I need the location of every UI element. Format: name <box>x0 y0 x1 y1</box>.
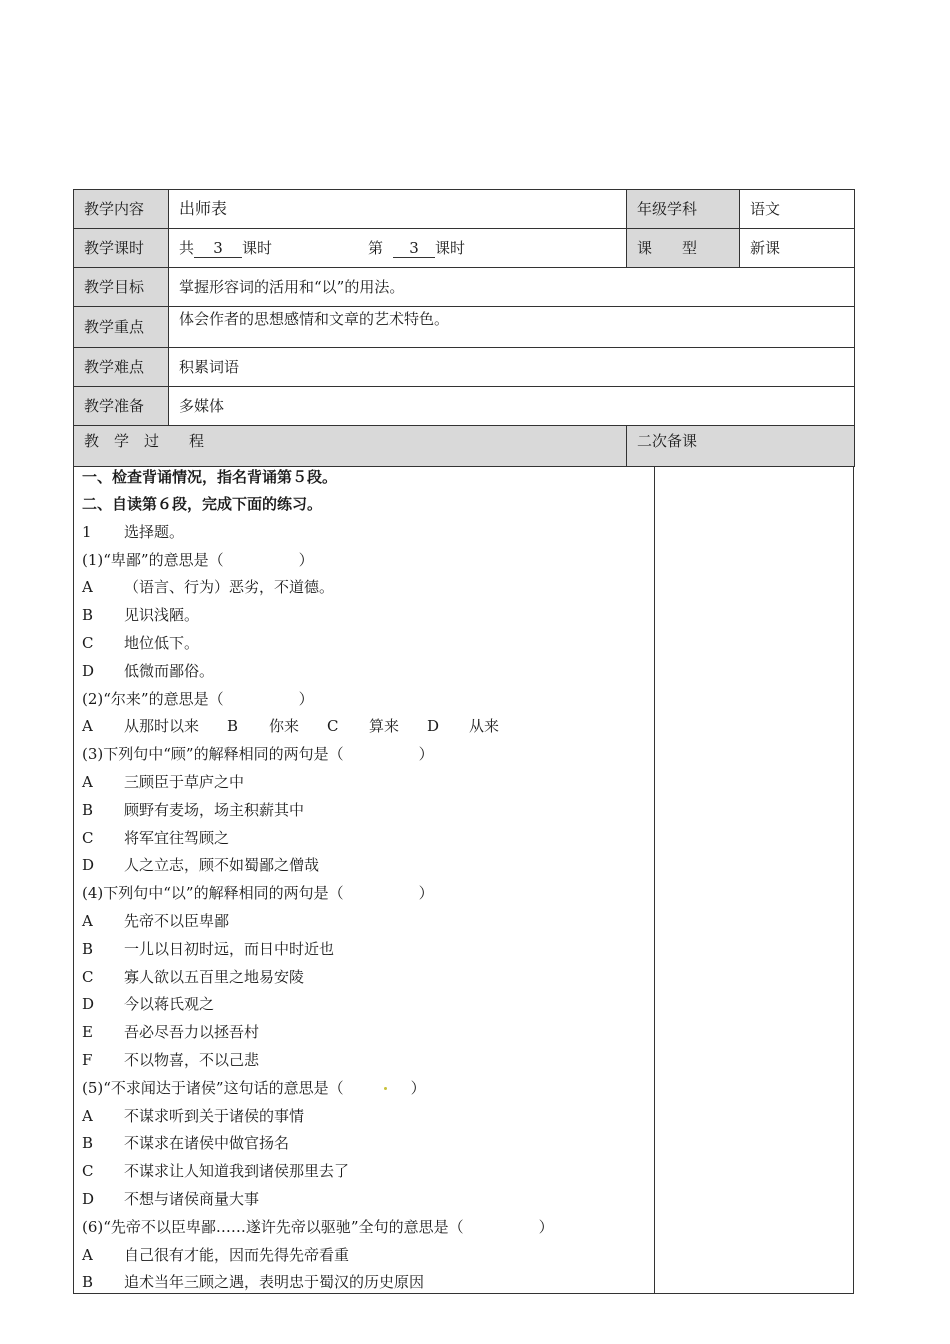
q2-option-text: 从来 <box>469 717 500 736</box>
q1-option-key: C <box>82 633 94 652</box>
hours-total-prefix: 共 <box>179 239 195 257</box>
q4-option <box>82 1047 646 1075</box>
q3-option-text: 将军宜往驾顾之 <box>124 828 230 847</box>
q4-option-text: 一儿以日初时远，而日中时近也 <box>124 939 335 958</box>
hours-total: 3 <box>194 239 242 258</box>
q5-option <box>82 1186 646 1214</box>
q4-option <box>82 991 646 1019</box>
q2-options <box>82 713 646 741</box>
q4-option-key: B <box>82 939 94 958</box>
secondary-column <box>655 467 853 1293</box>
q4-option-text: 寡人欲以五百里之地易安陵 <box>124 967 305 986</box>
q4-option <box>82 936 646 964</box>
type-label: 课 型 <box>627 229 740 268</box>
goal-label: 教学目标 <box>74 268 169 307</box>
q3-option-key: C <box>82 828 94 847</box>
q6-option <box>82 1269 646 1297</box>
process-label: 教 学 过 程 <box>74 426 627 467</box>
step-1: 一、检查背诵情况，指名背诵第５段。 <box>82 468 338 486</box>
q1-option <box>82 630 646 658</box>
focus-label: 教学重点 <box>74 307 169 348</box>
difficulty-value: 积累词语 <box>169 348 855 387</box>
question-5-suffix: ） <box>410 1078 426 1097</box>
q5-option <box>82 1103 646 1131</box>
q3-option-text: 三顾臣于草庐之中 <box>124 772 245 791</box>
process-column <box>74 467 655 1293</box>
content-label: 教学内容 <box>74 190 169 229</box>
question-intro-text: 选择题。 <box>124 522 185 541</box>
q3-option <box>82 852 646 880</box>
question-2: (2)“尔来”的意思是（ ） <box>82 689 314 708</box>
q4-option-text: 先帝不以臣卑鄙 <box>124 911 230 930</box>
q4-option-key: A <box>82 911 93 930</box>
prep-label: 教学准备 <box>74 387 169 426</box>
question-intro-number: 1 <box>82 522 92 541</box>
q5-option-text: 不想与诸侯商量大事 <box>124 1189 260 1208</box>
q3-option-text: 人之立志，顾不如蜀鄙之僧哉 <box>124 856 320 875</box>
lesson-title: 出师表 <box>179 199 228 218</box>
q3-option <box>82 797 646 825</box>
q4-option-key: F <box>82 1050 93 1069</box>
q1-option-key: A <box>82 578 93 597</box>
q5-option-key: C <box>82 1162 94 1181</box>
grade-value: 语文 <box>740 190 855 229</box>
q3-option-key: B <box>82 800 94 819</box>
question-6: (6)“先帝不以臣卑鄙……遂许先帝以驱驰”全句的意思是（ ） <box>82 1217 554 1236</box>
goal-value: 掌握形容词的活用和“以”的用法。 <box>169 268 855 307</box>
q1-option-key: D <box>82 661 95 680</box>
hours-current-suffix: 课时 <box>435 239 466 257</box>
lesson-header-table <box>73 189 855 467</box>
q5-option <box>82 1158 646 1186</box>
q4-option <box>82 964 646 992</box>
question-intro <box>82 519 646 547</box>
q5-option-text: 不谋求在诸侯中做官扬名 <box>124 1134 290 1153</box>
q1-option-text: 低微而鄙俗。 <box>124 661 215 680</box>
q2-option-key: D <box>427 717 440 736</box>
q3-option <box>82 825 646 853</box>
q1-option-text: 见识浅陋。 <box>124 606 200 625</box>
q1-option <box>82 602 646 630</box>
q1-option-key: B <box>82 606 94 625</box>
q1-option-text: （语言、行为）恶劣，不道德。 <box>124 578 335 597</box>
lesson-plan-sheet <box>73 189 854 1294</box>
grade-label: 年级学科 <box>627 190 740 229</box>
q5-option-key: D <box>82 1189 95 1208</box>
q4-option-text: 今以蒋氏观之 <box>124 995 215 1014</box>
question-4: (4)下列句中“以”的解释相同的两句是（ ） <box>82 884 434 903</box>
secondary-label: 二次备课 <box>627 426 855 467</box>
q4-option-key: E <box>82 1023 93 1042</box>
q2-option-text: 算来 <box>369 717 400 736</box>
q2-option-text: 从那时以来 <box>124 717 200 736</box>
q2-option-key: C <box>327 717 339 736</box>
question-1: (1)“卑鄙”的意思是（ ） <box>82 550 314 569</box>
process-body <box>73 467 854 1294</box>
q4-option <box>82 1019 646 1047</box>
q1-option <box>82 658 646 686</box>
hours-current: 3 <box>393 239 435 258</box>
q4-option-key: C <box>82 967 94 986</box>
q5-option-key: A <box>82 1106 93 1125</box>
prep-value: 多媒体 <box>169 387 855 426</box>
hours-total-suffix: 课时 <box>242 239 273 257</box>
question-3: (3)下列句中“顾”的解释相同的两句是（ ） <box>82 745 434 764</box>
q6-option <box>82 1242 646 1270</box>
q5-option-key: B <box>82 1134 94 1153</box>
q6-option-key: B <box>82 1273 94 1292</box>
q2-option-key: B <box>227 717 239 736</box>
q1-option <box>82 574 646 602</box>
content-value <box>169 190 627 229</box>
step-2: 二、自读第６段，完成下面的练习。 <box>82 495 323 513</box>
process-content <box>74 467 654 1297</box>
hours-label: 教学课时 <box>74 229 169 268</box>
q4-option <box>82 908 646 936</box>
question-5 <box>82 1075 646 1103</box>
q2-option-key: A <box>82 717 93 736</box>
focus-value: 体会作者的思想感情和文章的艺术特色。 <box>169 307 855 348</box>
q6-option-text: 自己很有才能，因而先得先帝看重 <box>124 1245 350 1264</box>
q2-option-text: 你来 <box>269 717 300 736</box>
question-5-prefix: (5)“不求闻达于诸侯”这句话的意思是（ <box>82 1078 344 1097</box>
q3-option-text: 顾野有麦场，场主积薪其中 <box>124 800 305 819</box>
hours-current-prefix: 第 <box>368 239 384 257</box>
q5-option <box>82 1130 646 1158</box>
q3-option-key: A <box>82 772 93 791</box>
difficulty-label: 教学难点 <box>74 348 169 387</box>
type-value: 新课 <box>740 229 855 268</box>
q3-option <box>82 769 646 797</box>
q6-option-key: A <box>82 1245 93 1264</box>
q4-option-key: D <box>82 995 95 1014</box>
q1-option-text: 地位低下。 <box>124 633 200 652</box>
q4-option-text: 不以物喜，不以己悲 <box>124 1050 260 1069</box>
q4-option-text: 吾必尽吾力以拯吾村 <box>124 1023 260 1042</box>
speck-mark <box>384 1087 387 1090</box>
q6-option-text: 追术当年三顾之遇，表明忠于蜀汉的历史原因 <box>124 1273 425 1292</box>
q5-option-text: 不谋求听到关于诸侯的事情 <box>124 1106 305 1125</box>
q5-option-text: 不谋求让人知道我到诸侯那里去了 <box>124 1162 350 1181</box>
q3-option-key: D <box>82 856 95 875</box>
hours-value <box>169 229 627 268</box>
